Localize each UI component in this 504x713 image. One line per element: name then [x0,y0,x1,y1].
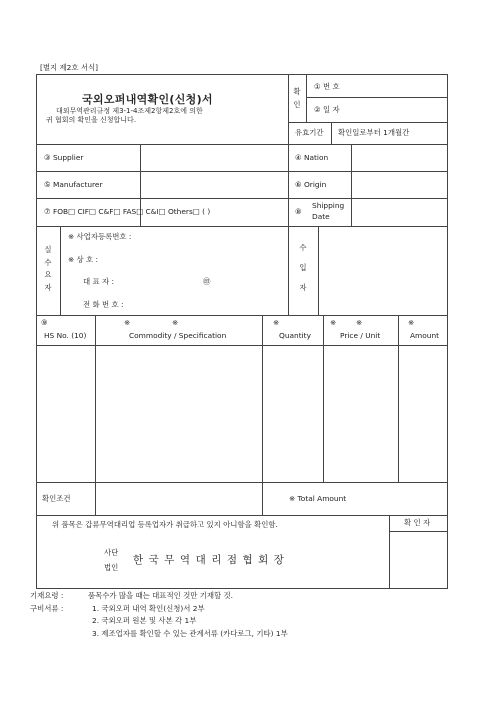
form-tag: [별지 제2호 서식] [40,63,99,72]
confirm-date-label: ② 일 자 [314,105,340,114]
confirmer-divider [389,515,390,588]
applicant-company: ※ 상 호 : [68,255,99,264]
right-label-col-right [351,144,352,226]
writing-guide-text: 품목수가 많을 때는 대표적인 것만 기재할 것. [88,591,233,600]
confirmer-label: 확 인 자 [404,518,431,527]
header-quantity: Quantity [279,331,311,340]
applicant-reg-no: ※ 사업자등록번호 : [68,232,132,241]
supplier-label: ③ Supplier [44,153,84,162]
conditions-divider [95,482,96,515]
confirm-label-divider [306,74,307,122]
writing-guide-label: 기재요령 : [30,591,64,600]
items-number: ⑨ [41,318,48,327]
applicant-label-divider [60,226,61,315]
applicant-phone: 전 화 번 호 : [83,300,124,309]
header-price-unit: Price / Unit [340,331,381,340]
frame-top [36,74,448,75]
docs-label: 구비서류 : [30,604,64,613]
doc-item-3: 3. 제조업자를 확인할 수 있는 관계서류 (카다로그, 기타) 1부 [92,629,288,638]
confirm-box-left [288,74,289,144]
right-label-col-left [288,144,289,226]
nation-label: ④ Nation [295,153,329,162]
validity-label: 유효기간 [295,128,324,137]
header-commodity: Commodity / Specification [129,331,227,340]
frame-right [447,74,448,588]
frame-bottom [36,588,448,589]
intro-line-2: 귀 협회의 확인을 신청합니다. [46,116,137,124]
doc-item-1: 1. 국외오퍼 내역 확인(신청)서 2부 [92,604,205,613]
origin-label: ⑥ Origin [295,180,327,189]
mark-3: ※ [273,318,280,327]
items-col-3 [323,315,324,482]
mark-1: ※ [124,318,131,327]
mark-4: ※ [330,318,337,327]
items-col-4 [398,315,399,482]
conditions-label: 확인조건 [42,494,71,503]
doc-item-2: 2. 국외오퍼 원본 및 사본 각 1부 [92,616,197,625]
assoc-prefix-1: 사단 [104,548,119,557]
confirm-number-label: ① 번 호 [314,82,340,91]
intro-line-1: 대외무역관리규정 제3-1-4조제2항제2호에 의한 [56,107,203,115]
grid-top [36,144,448,145]
applicant-label: 실수요자 [44,245,52,292]
importer-col-right [318,226,319,315]
page-title: 국외오퍼내역확인(신청)서 [82,93,213,106]
row-divider-3 [36,226,448,227]
trade-terms: ⑦ FOB□ CIF□ C&F□ FAS□ C&I□ Others□ ( ) [44,207,211,216]
validity-divider [331,122,332,144]
items-col-1 [95,315,96,482]
mark-5: ※ [356,318,363,327]
applicant-rep: 대 표 자 : [83,277,114,286]
shipping-number: ⑧ [295,207,302,216]
row-divider-5 [36,515,448,516]
mark-2: ※ [172,318,179,327]
importer-label: 수입자 [299,243,307,292]
association-name: 한국무역대리점협회장 [133,554,290,566]
shipping-label-line2: Date [312,212,330,221]
row-divider-2 [36,198,448,199]
statement: 위 품목은 갑류무역대리업 등록업자가 취급하고 있지 아니함을 확인함. [52,520,278,529]
items-header-bottom [36,345,448,346]
confirm-row-divider [306,97,447,98]
importer-col-left [288,226,289,315]
header-hs-no: HS No. (10) [44,331,87,340]
validity-row-top [288,122,447,123]
manufacturer-label: ⑤ Manufacturer [44,180,103,189]
mark-6: ※ [408,318,415,327]
total-amount-label: ※ Total Amount [289,494,347,503]
row-divider-1 [36,171,448,172]
validity-value: 확인일로부터 1개월간 [338,128,410,137]
items-body-bottom [36,482,448,483]
confirm-label: 확인 [293,87,301,109]
assoc-prefix-2: 법인 [104,563,119,572]
frame-left [36,74,37,588]
header-amount: Amount [410,331,440,340]
confirmer-row-divider [389,531,447,532]
total-divider [262,482,263,515]
items-col-2 [262,315,263,482]
row-divider-4 [36,315,448,316]
shipping-label-line1: Shipping [312,201,345,210]
seal-mark: ㊞ [203,277,211,286]
